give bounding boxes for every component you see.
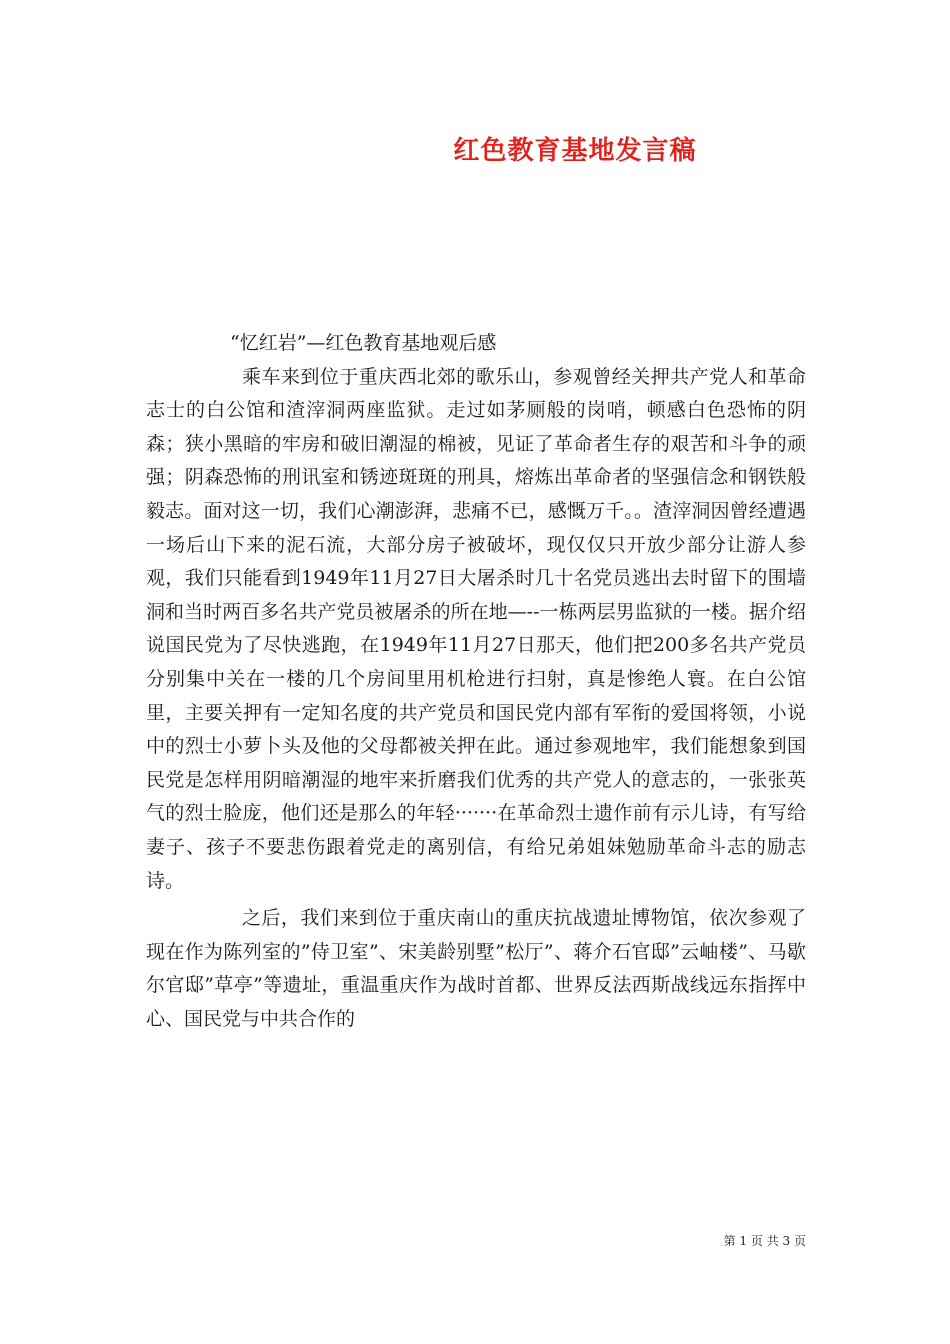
page-title: 红色教育基地发言稿 (453, 136, 697, 166)
document-subtitle: “忆红岩”—红色教育基地观后感 (230, 332, 497, 354)
document-body (146, 327, 806, 1036)
paragraph-1: 乘车来到位于重庆西北郊的歌乐山，参观曾经关押共产党人和革命志士的白公馆和渣滓洞两座监狱。走过如茅厕般的岗哨，顿感白色恐怖的阴森；狭小黑暗的牢房和破旧潮湿的棉被，见证了革命者生存的艰苦和斗争的顽强；阴森恐怖的刑讯室和锈迹斑斑的刑具，熔炼出革命者的坚强信念和钢铁般毅志。面对这一切，我们心潮澎湃，悲痛不已，感慨万千。。渣滓洞因曾经遭遇一场后山下来的泥石流，大部分房子被破坏，现仅仅只开放少部分让游人参观，我们只能看到1949年11月27日大屠杀时几十名党员逃出去时留下的围墙洞和当时两百多名共产党员被屠杀的所在地—--一栋两层男监狱的一楼。据介绍说国民党为了尽快逃跑，在1949年11月27日那天，他们把200多名共产党员分别集中关在一楼的几个房间里用机枪进行扫射，真是惨绝人寰。在白公馆里，主要关押有一定知名度的共产党员和国民党内部有军衔的爱国将领，小说中的烈士小萝卜头及他的父母都被关押在此。通过参观地牢，我们能想象到国民党是怎样用阴暗潮湿的地牢来折磨我们优秀的共产党人的意志的，一张张英气的烈士脸庞，他们还是那么的年轻·······在革命烈士遗作前有示儿诗，有写给妻子、孩子不要悲伤跟着党走的离别信，有给兄弟姐妹勉励革命斗志的励志诗。 (146, 365, 806, 892)
paragraph-2: 之后，我们来到位于重庆南山的重庆抗战遗址博物馆，依次参观了现在作为陈列室的”侍卫室”、宋美龄别墅”松厅”、蒋介石官邸”云岫楼”、马歇尔官邸”草亭”等遗址，重温重庆作为战时首都、世界反法西斯战线远东指挥中心、国民党与中共合作的 (146, 907, 806, 1030)
page-number-footer: 第 1 页 共 3 页 (723, 1234, 806, 1248)
